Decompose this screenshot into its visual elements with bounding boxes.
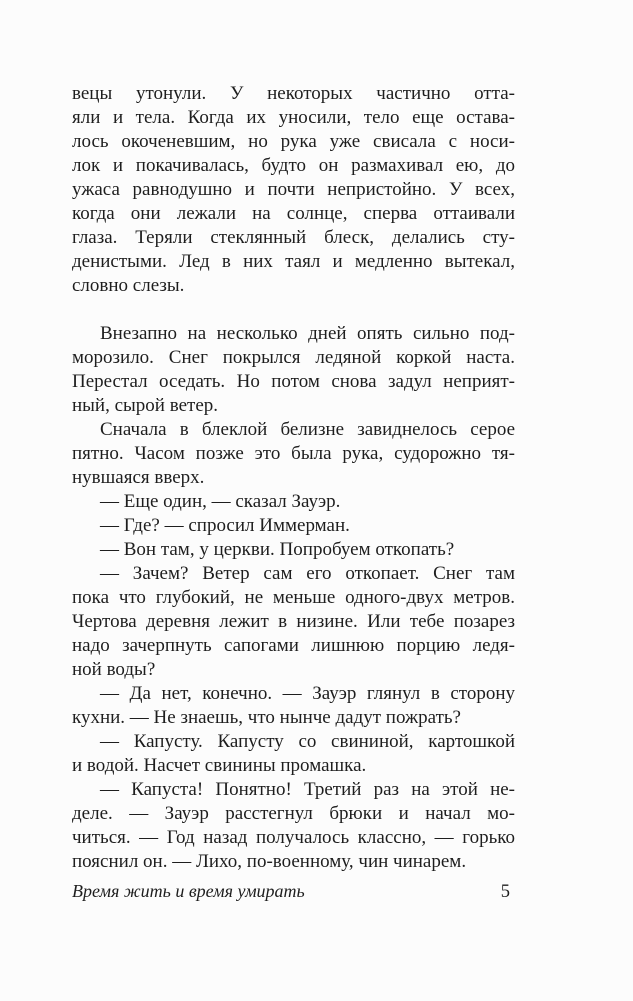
body-text xyxy=(72,82,515,874)
text-line: пояснил он. — Лихо, по-военному, чин чинарем. xyxy=(72,851,467,872)
text-line: глаза. Теряли стеклянный блеск, делались сту- xyxy=(72,227,515,248)
page-number: 5 xyxy=(500,882,510,902)
text-line: ужаса равнодушно и почти непристойно. У всех, xyxy=(72,179,515,200)
paragraph xyxy=(72,490,515,514)
text-line: деле. — Зауэр расстегнул брюки и начал мо- xyxy=(72,803,515,824)
text-line: и водой. Насчет свинины промашка. xyxy=(72,755,367,776)
text-line: Перестал оседать. Но потом снова задул неприят- xyxy=(72,371,515,392)
text-line: словно слезы. xyxy=(72,275,185,296)
text-line: — Вон там, у церкви. Попробуем откопать? xyxy=(100,539,455,560)
text-line: Сначала в блеклой белизне завиднелось серое xyxy=(100,419,515,440)
text-line: надо зачерпнуть сапогами лишнюю порцию ледя- xyxy=(72,635,515,656)
paragraph xyxy=(72,730,515,778)
paragraph xyxy=(72,322,515,418)
paragraph xyxy=(72,418,515,490)
text-line: пятно. Часом позже это была рука, судорожно тя- xyxy=(72,443,515,464)
text-line: лок и покачивалась, будто он размахивал ею, до xyxy=(72,155,515,176)
text-line: пока что глубокий, не меньше одного-двух метров. xyxy=(72,587,515,608)
text-line: — Капуста! Понятно! Третий раз на этой не- xyxy=(100,779,515,800)
text-line: ной воды? xyxy=(72,659,156,680)
text-line: вецы утонули. У некоторых частично отта- xyxy=(72,83,515,104)
text-line: ный, сырой ветер. xyxy=(72,395,218,416)
running-title: Время жить и время умирать xyxy=(72,881,305,901)
text-line: когда они лежали на солнце, сперва оттаивали xyxy=(72,203,515,224)
text-line: — Зачем? Ветер сам его откопает. Снег там xyxy=(100,563,515,584)
text-line: денистыми. Лед в них таял и медленно вытекал, xyxy=(72,251,515,272)
page-footer xyxy=(72,879,515,904)
text-line: — Капусту. Капусту со свининой, картошкой xyxy=(100,731,515,752)
text-line: лось окоченевшим, но рука уже свисала с носи- xyxy=(72,131,515,152)
paragraph xyxy=(72,562,515,682)
paragraph xyxy=(72,82,515,298)
text-line: — Еще один, — сказал Зауэр. xyxy=(100,491,341,512)
text-line: Внезапно на несколько дней опять сильно под- xyxy=(100,323,515,344)
paragraph xyxy=(72,778,515,874)
paragraph xyxy=(72,538,515,562)
text-line: яли и тела. Когда их уносили, тело еще остава- xyxy=(72,107,515,128)
text-line: кухни. — Не знаешь, что нынче дадут пожрать? xyxy=(72,707,461,728)
text-line: морозило. Снег покрылся ледяной коркой наста. xyxy=(72,347,515,368)
paragraph xyxy=(72,514,515,538)
paragraph xyxy=(72,682,515,730)
text-line: нувшаяся вверх. xyxy=(72,467,205,488)
text-line: Чертова деревня лежит в низине. Или тебе позарез xyxy=(72,611,515,632)
text-line: читься. — Год назад получалось классно, — горько xyxy=(72,827,515,848)
text-line: — Где? — спросил Иммерман. xyxy=(100,515,350,536)
text-line: — Да нет, конечно. — Зауэр глянул в сторону xyxy=(100,683,515,704)
